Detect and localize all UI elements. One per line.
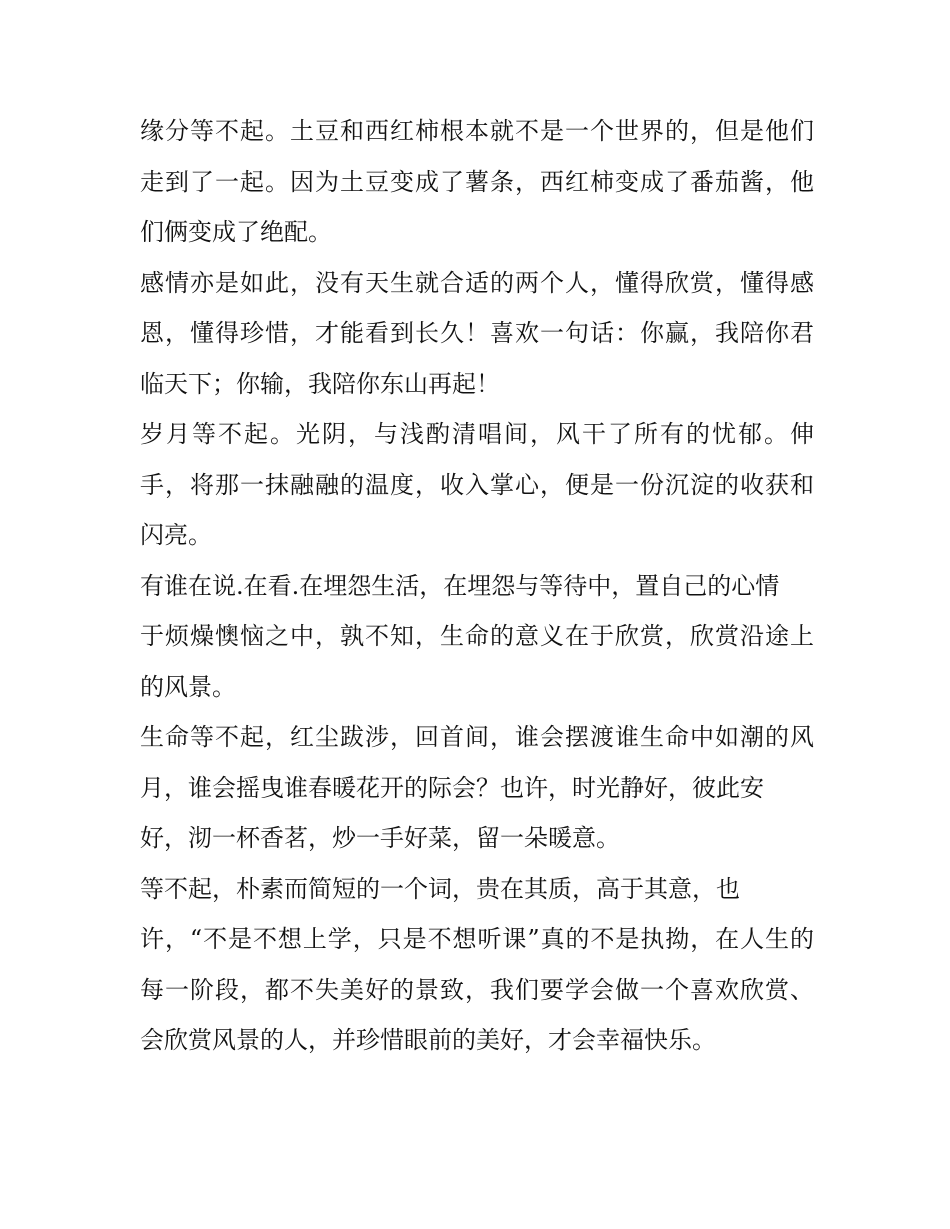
paragraph-2: [140, 258, 814, 410]
text-line: 的风景。: [140, 672, 236, 701]
text-line: 生命等不起，红尘跋涉，回首间，谁会摆渡谁生命中如潮的风: [140, 723, 814, 751]
text-line: 感情亦是如此，没有天生就合适的两个人，懂得欣赏，懂得感: [140, 268, 814, 297]
text-line: 缘分等不起。土豆和西红柿根本就不是一个世界的，但是他们: [140, 117, 814, 145]
text-line: 许，“不是不想上学，只是不想听课”真的不是执拗，在人生的: [140, 925, 814, 953]
text-line: 等不起，朴素而简短的一个词，贵在其质，高于其意，也: [140, 874, 740, 903]
paragraph-3: [140, 409, 814, 561]
text-line: 有谁在说.在看.在埋怨生活，在埋怨与等待中，置自己的心情: [140, 571, 780, 600]
text-line: 闪亮。: [140, 521, 212, 549]
document-body: [140, 106, 814, 1066]
text-line: 每一阶段，都不失美好的景致，我们要学会做一个喜欢欣赏、: [140, 975, 814, 1004]
text-line: 好，沏一杯香茗，炒一手好菜，留一朵暖意。: [140, 824, 620, 852]
text-line: 会欣赏风景的人，并珍惜眼前的美好，才会幸福快乐。: [140, 1026, 716, 1054]
paragraph-5: [140, 712, 814, 864]
paragraph-4: [140, 561, 814, 713]
text-line: 岁月等不起。光阴，与浅酌清唱间，风干了所有的忧郁。伸: [140, 420, 814, 448]
text-line: 手，将那一抹融融的温度，收入掌心，便是一份沉淀的收获和: [140, 470, 814, 499]
text-line: 恩，懂得珍惜，才能看到长久！喜欢一句话：你赢，我陪你君: [140, 319, 814, 347]
text-line: 临天下；你输，我陪你东山再起！: [140, 369, 500, 398]
text-line: 于烦燥懊恼之中，孰不知，生命的意义在于欣赏，欣赏沿途上: [140, 622, 814, 650]
text-line: 月，谁会摇曳谁春暖花开的际会？也许，时光静好，彼此安: [140, 773, 764, 802]
text-line: 们俩变成了绝配。: [140, 218, 332, 246]
text-line: 走到了一起。因为土豆变成了薯条，西红柿变成了番茄酱，他: [140, 167, 814, 196]
paragraph-6: [140, 864, 814, 1066]
paragraph-1: [140, 106, 814, 258]
